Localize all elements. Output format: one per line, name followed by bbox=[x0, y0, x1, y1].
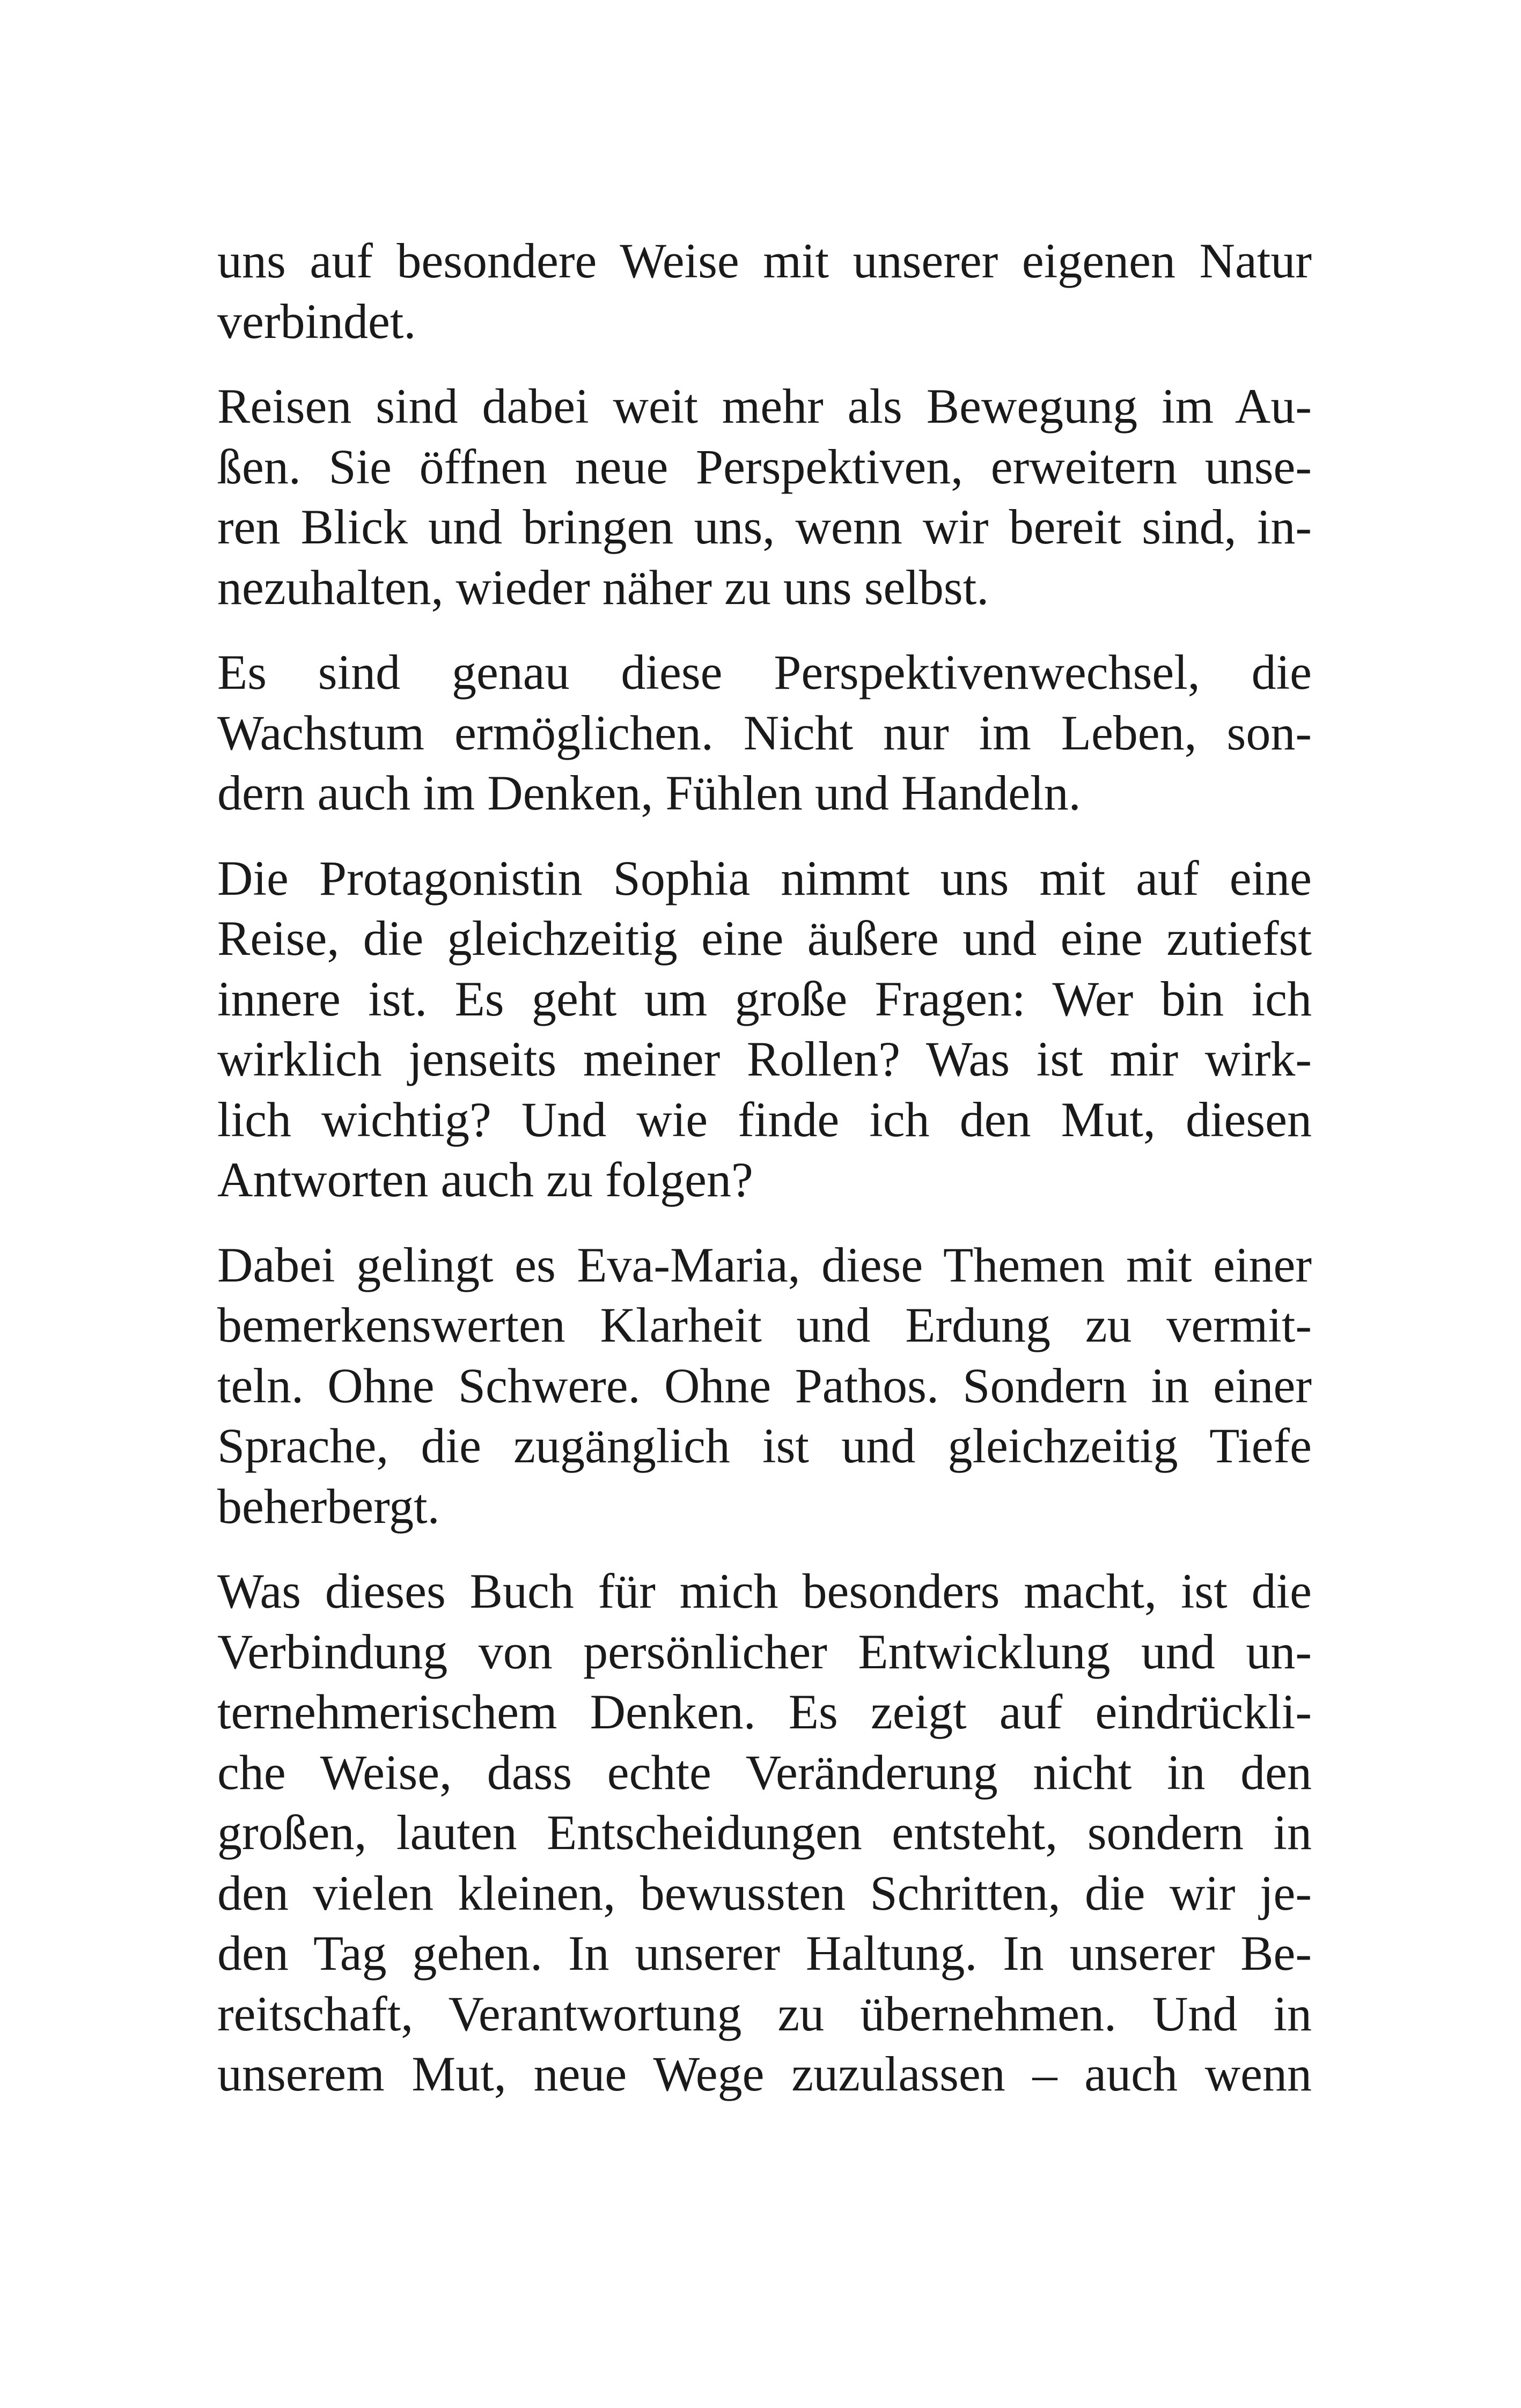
text-line: ren Blick und bringen uns, wenn wir bereit sind, in- bbox=[217, 499, 1312, 554]
text-line: Dabei gelingt es Eva-Maria, diese Themen mit einer bbox=[217, 1237, 1312, 1292]
text-line: Reise, die gleichzeitig eine äußere und eine zutiefst bbox=[217, 911, 1312, 966]
text-line: Die Protagonistin Sophia nimmt uns mit auf eine bbox=[217, 850, 1312, 905]
text-line: uns auf besondere Weise mit unserer eigenen Natur bbox=[217, 233, 1312, 288]
text-line: ßen. Sie öffnen neue Perspektiven, erweitern unse- bbox=[217, 439, 1312, 494]
paragraph-2 bbox=[217, 376, 1312, 617]
text-line: wirklich jenseits meiner Rollen? Was ist mir wirk- bbox=[217, 1032, 1312, 1086]
paragraph-5 bbox=[217, 1235, 1312, 1537]
text-line: den vielen kleinen, bewussten Schritten, die wir je- bbox=[217, 1865, 1312, 1920]
body-text bbox=[217, 231, 1312, 2129]
text-line: Antworten auch zu folgen? bbox=[217, 1152, 753, 1207]
paragraph-1 bbox=[217, 231, 1312, 351]
text-line: reitschaft, Verantwortung zu übernehmen. Und in bbox=[217, 1986, 1312, 2041]
text-line: Verbindung von persönlicher Entwicklung und un- bbox=[217, 1624, 1312, 1679]
text-line: Reisen sind dabei weit mehr als Bewegung im Au- bbox=[217, 379, 1312, 433]
text-line: Wachstum ermöglichen. Nicht nur im Leben, son- bbox=[217, 705, 1312, 760]
text-line: beherbergt. bbox=[217, 1478, 440, 1534]
paragraph-3 bbox=[217, 642, 1312, 823]
text-line: Was dieses Buch für mich besonders macht, ist die bbox=[217, 1564, 1312, 1618]
text-line: bemerkenswerten Klarheit und Erdung zu vermit- bbox=[217, 1298, 1312, 1352]
text-line: großen, lauten Entscheidungen entsteht, sondern in bbox=[217, 1805, 1312, 1860]
text-line: innere ist. Es geht um große Fragen: Wer bin ich bbox=[217, 971, 1312, 1026]
text-line: Sprache, die zugänglich ist und gleichzeitig Tiefe bbox=[217, 1418, 1312, 1473]
text-line: nezuhalten, wieder näher zu uns selbst. bbox=[217, 559, 989, 615]
text-line: den Tag gehen. In unserer Haltung. In unserer Be- bbox=[217, 1926, 1312, 1980]
text-line: dern auch im Denken, Fühlen und Handeln. bbox=[217, 765, 1081, 820]
text-line: verbindet. bbox=[217, 293, 416, 349]
text-line: unserem Mut, neue Wege zuzulassen – auch wenn bbox=[217, 2046, 1312, 2101]
paragraph-4 bbox=[217, 848, 1312, 1210]
paragraph-6 bbox=[217, 1561, 1312, 2104]
text-line: lich wichtig? Und wie finde ich den Mut, diesen bbox=[217, 1092, 1312, 1147]
text-line: Es sind genau diese Perspektivenwechsel, die bbox=[217, 645, 1312, 699]
text-line: ternehmerischem Denken. Es zeigt auf eindrückli- bbox=[217, 1684, 1312, 1739]
text-line: che Weise, dass echte Veränderung nicht in den bbox=[217, 1744, 1312, 1800]
text-line: teln. Ohne Schwere. Ohne Pathos. Sondern in einer bbox=[217, 1358, 1312, 1413]
